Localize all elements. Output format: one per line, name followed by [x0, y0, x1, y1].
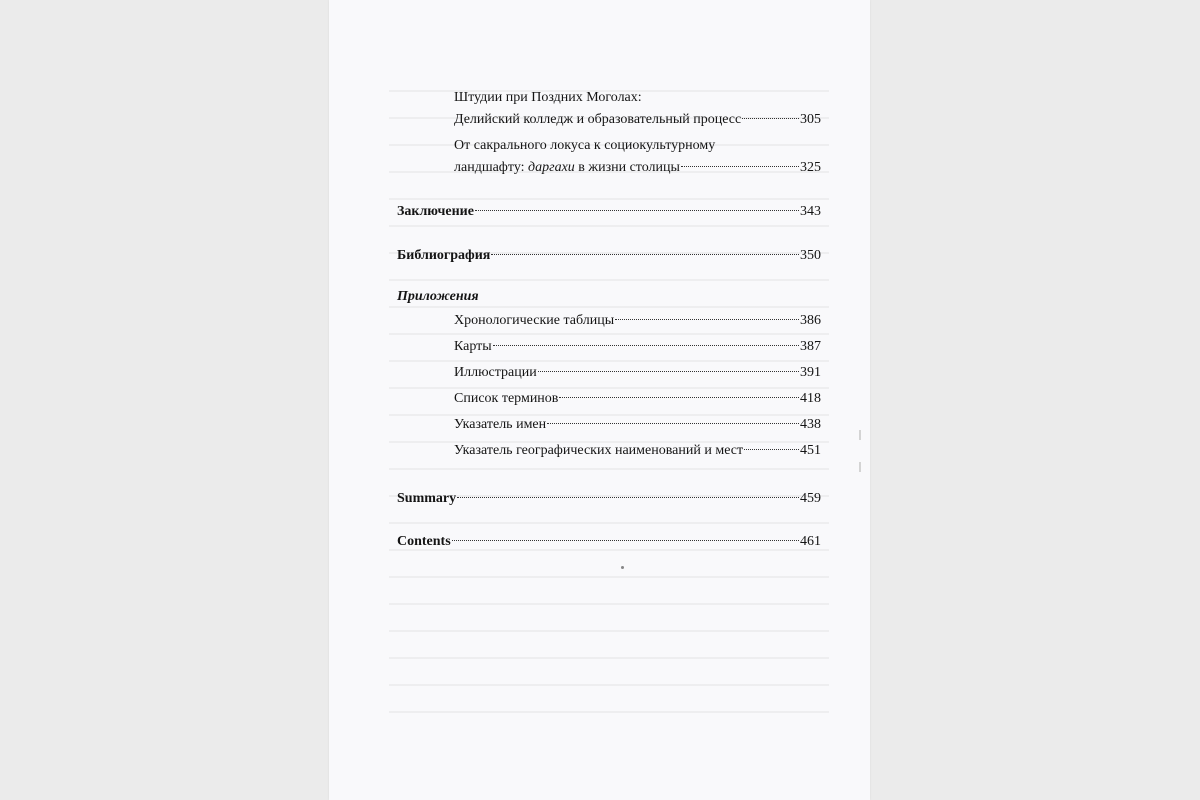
leader-dots: [475, 196, 799, 211]
page-number: 391: [800, 365, 821, 380]
leader-dots: [742, 104, 799, 119]
page-number: 325: [800, 160, 821, 175]
toc-entry-summary[interactable]: [397, 487, 821, 508]
toc-entry-appendix[interactable]: [454, 309, 821, 330]
label-part: в жизни столицы: [574, 160, 680, 175]
leader-dots: [538, 357, 799, 372]
toc-entry-appendix[interactable]: [454, 361, 821, 382]
toc-entry-appendix[interactable]: [454, 387, 821, 408]
leader-dots: [559, 383, 799, 398]
toc-entry-label: Summary: [397, 491, 457, 506]
page-number: 451: [800, 443, 821, 458]
page-number: 418: [800, 391, 821, 406]
toc-entry-conclusion[interactable]: [397, 200, 821, 221]
toc-entry-label: [454, 159, 680, 177]
toc-entry-appendix[interactable]: [454, 335, 821, 356]
scan-edge-mark: [859, 462, 861, 472]
leader-dots: [491, 240, 799, 255]
toc-entry-label: Contents: [397, 534, 451, 549]
toc-entry-label: Указатель имен: [454, 417, 547, 432]
page-number: 438: [800, 417, 821, 432]
page-number: 461: [800, 534, 821, 549]
leader-dots: [457, 483, 799, 498]
leader-dots: [452, 526, 799, 541]
toc-entry-dargahi[interactable]: [454, 156, 821, 177]
toc-entry-label: Иллюстрации: [454, 365, 537, 380]
leader-dots: [681, 152, 799, 167]
toc-entry-label: Делийский колледж и образовательный процесс: [454, 112, 742, 127]
toc-entry-delhi-college[interactable]: [454, 108, 821, 129]
toc-entry-title-line: Штудии при Поздних Моголах:: [454, 90, 642, 105]
toc-entry-appendix[interactable]: [454, 413, 821, 434]
leader-dots: [744, 435, 799, 450]
page-number: 459: [800, 491, 821, 506]
toc-entry-label: Указатель географических наименований и мест: [454, 443, 744, 458]
toc-entry-bibliography[interactable]: [397, 244, 821, 265]
toc-entry-label: Список терминов: [454, 391, 559, 406]
toc-entry-label: Заключение: [397, 204, 474, 219]
page-number: 386: [800, 313, 821, 328]
toc-entry-label: Библиография: [397, 248, 491, 263]
page-number: 350: [800, 248, 821, 263]
leader-dots: [493, 331, 799, 346]
toc-entry-title-line: От сакрального локуса к социокультурному: [454, 138, 716, 153]
label-part: ландшафту:: [454, 160, 529, 175]
scan-speck: [621, 566, 624, 569]
scan-edge-mark: [859, 430, 861, 440]
toc-entry-contents[interactable]: [397, 530, 821, 551]
toc-entry-label: Хронологические таблицы: [454, 313, 615, 328]
leader-dots: [615, 305, 799, 320]
leader-dots: [547, 409, 799, 424]
toc-entry-appendix[interactable]: [454, 439, 821, 460]
page-number: 343: [800, 204, 821, 219]
page-number: 305: [800, 112, 821, 127]
label-italic-word: даргахи: [528, 160, 575, 175]
page-number: 387: [800, 339, 821, 354]
section-heading-appendices: Приложения: [397, 289, 479, 304]
document-page: [329, 0, 870, 800]
toc-entry-label: Карты: [454, 339, 492, 354]
